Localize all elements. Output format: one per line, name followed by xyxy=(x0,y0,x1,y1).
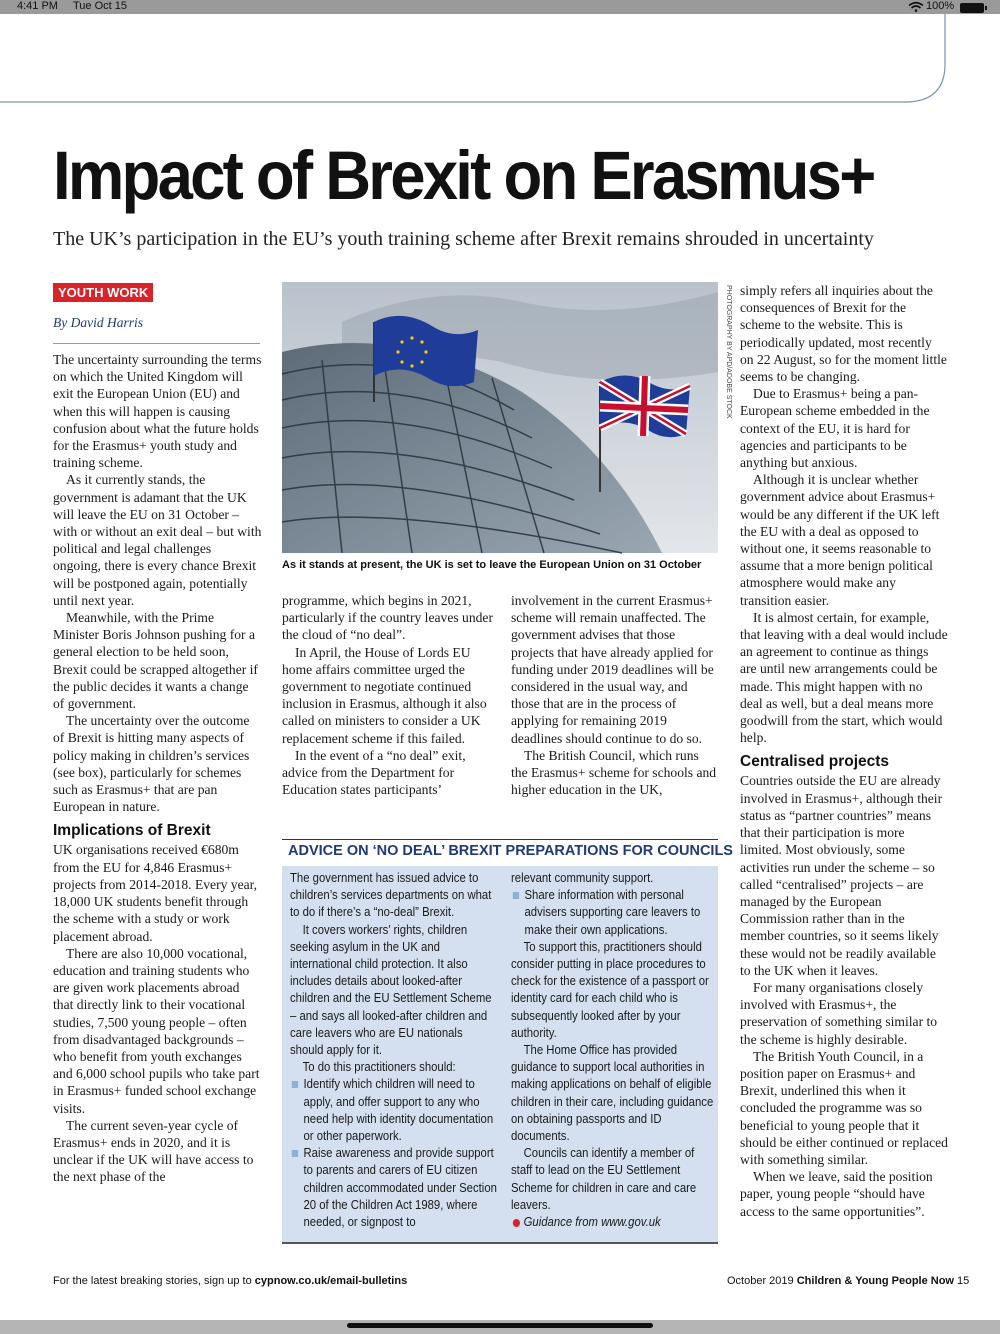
advice-box-column-1 xyxy=(290,870,497,1231)
box-bullet-item: Share information with personal advisers supporting care leavers to make their own applications. xyxy=(511,887,718,939)
box-paragraph: To do this practitioners should: xyxy=(302,1060,456,1075)
paragraph: Countries outside the EU are already involved in Erasmus+, although their status as “partner countries” means that their participation is more limited. Most obviously, some activities run under the scheme – so called “centralised” projects – are managed by the European Commission rather than in the member countries, so it seems likely these would not be readily available to the UK when it leaves. xyxy=(740,773,943,978)
photo-credit-text: PHOTOGRAPHY BY APD/ADOBE STOCK xyxy=(725,285,732,419)
advice-box-heading: ADVICE ON ‘NO DEAL’ BREXIT PREPARATIONS FOR COUNCILS xyxy=(288,843,733,859)
box-paragraph: It covers workers’ rights, children seeking asylum in the UK and international child protection. It also includes details about looked-after children and the EU Settlement Scheme – and says all looked-after children and care leavers who are EU nationals should apply for it. xyxy=(290,922,492,1058)
paragraph: UK organisations received €680m from the EU for 4,846 Erasmus+ projects from 2014-2018. Every year, 18,000 UK students benefit through the scheme with a study or work placement abroad. xyxy=(53,842,258,944)
box-paragraph: To support this, practitioners should consider putting in place procedures to check for the existence of a passport or identity card for each child who is subsequently looked after by your authority. xyxy=(511,939,709,1040)
photo-credit xyxy=(719,285,732,445)
footer-date: October 2019 xyxy=(727,1275,794,1287)
article-column-3 xyxy=(511,592,718,798)
battery-icon xyxy=(960,3,984,13)
article-headline: Impact of Brexit on Erasmus+ xyxy=(53,137,874,214)
subheading: Implications of Brexit xyxy=(53,822,211,840)
paragraph: Although it is unclear whether government advice about Erasmus+ would be any different if the UK left the EU with a deal as opposed to without one, it seems reasonable to assume that a more benign political atmosphere would make any transition easier. xyxy=(740,472,940,608)
footer-folio xyxy=(727,1275,969,1287)
article-photo xyxy=(282,282,718,553)
paragraph: The British Youth Council, in a position paper on Erasmus+ and Brexit, underlined this when it concluded the programme was so beneficial to young people that it should be either continued or replaced with something similar. xyxy=(740,1048,948,1167)
box-bullet-item: Identify which children will need to apply, and offer support to any who need help with identity documentation or other paperwork. xyxy=(290,1076,497,1145)
article-column-2 xyxy=(282,592,494,798)
status-date: Tue Oct 15 xyxy=(73,0,128,12)
paragraph: Meanwhile, with the Prime Minister Boris Johnson pushing for a general election to be held soon, Brexit could be scrapped altogether if the public decides it wants a change of government. xyxy=(53,610,258,712)
article-column-4 xyxy=(740,282,948,1220)
paragraph: When we leave, said the position paper, young people “should have access to the same opportunities”. xyxy=(740,1169,933,1219)
subheading: Centralised projects xyxy=(740,753,890,771)
home-indicator[interactable] xyxy=(347,1323,653,1328)
footer-signup xyxy=(53,1275,407,1287)
byline-divider xyxy=(53,343,260,344)
paragraph: The British Council, which runs the Erasmus+ scheme for schools and higher education in the UK, xyxy=(511,747,717,798)
paragraph: The current seven-year cycle of Erasmus+ ends in 2020, and it is unclear if the UK will have access to the next phase of the xyxy=(53,1117,254,1185)
byline: By David Harris xyxy=(53,315,143,330)
box-paragraph: The government has issued advice to children’s services departments on what to do if there’s a “no-deal” Brexit. xyxy=(290,871,492,920)
paragraph: For many organisations closely involved with Erasmus+, the preservation of something similar to the scheme is highly desirable. xyxy=(740,979,938,1047)
article-standfirst: The UK’s participation in the EU’s youth training scheme after Brexit remains shrouded in uncertainty xyxy=(53,228,874,250)
paragraph: The uncertainty surrounding the terms on which the United Kingdom will exit the European Union (EU) and when this will happen is causing confusion about what the future holds for the Erasmus+ youth study and training scheme. xyxy=(53,352,262,471)
photo-caption: As it stands at present, the UK is set to leave the European Union on 31 October xyxy=(282,559,702,571)
box-paragraph: Councils can identify a member of staff to lead on the EU Settlement Scheme for children in care and care leavers. xyxy=(511,1146,697,1212)
box-source: Guidance from www.gov.uk xyxy=(511,1214,718,1231)
box-paragraph: The Home Office has provided guidance to support local authorities in making applications on behalf of eligible children in their care, including guidance on obtaining passports and ID documents. xyxy=(511,1043,714,1144)
status-time: 4:41 PM xyxy=(17,0,58,12)
paragraph: involvement in the current Erasmus+ scheme will remain unaffected. The government advises that those projects that have already applied for funding under 2019 deadlines will be considered in the usual way, and those that are in the process of applying for remaining 2019 deadlines should continue to do so. xyxy=(511,593,714,746)
photo-illustration xyxy=(282,282,718,553)
paragraph: programme, which begins in 2021, particularly if the country leaves under the cloud of “no deal”. xyxy=(282,593,493,643)
footer-signup-link[interactable]: cypnow.co.uk/email-bulletins xyxy=(254,1275,408,1287)
box-heading-rule xyxy=(282,839,718,840)
status-bar xyxy=(0,0,1000,14)
page-number: 15 xyxy=(957,1275,970,1287)
footer-publication: Children & Young People Now xyxy=(796,1275,954,1287)
paragraph: In April, the House of Lords EU home affairs committee urged the government to negotiate continued inclusion in Erasmus, although it also called on ministers to consider a UK replacement scheme if this failed. xyxy=(282,644,487,746)
footer-signup-text: For the latest breaking stories, sign up to xyxy=(53,1275,252,1287)
box-paragraph: relevant community support. xyxy=(511,871,654,885)
paragraph: In the event of a “no deal” exit, advice from the Department for Education states participants’ xyxy=(282,747,466,798)
paragraph: simply refers all inquiries about the consequences of Brexit for the scheme to the website. This is periodically updated, most recently on 22 August, so for the moment little seems to be changing. xyxy=(740,283,947,385)
section-tag: YOUTH WORK xyxy=(53,283,153,302)
wifi-icon xyxy=(908,2,924,12)
paragraph: As it currently stands, the government is adamant that the UK will leave the EU on 31 October – with or without an exit deal – but with political and legal challenges ongoing, there is every chance Brexit will be postponed again, potentially until next year. xyxy=(53,472,262,608)
paragraph: It is almost certain, for example, that leaving with a deal would include an agreement to continue as things are until new arrangements could be made. This might happen with no deal as well, but a deal means more goodwill from the start, which would help. xyxy=(740,609,948,746)
battery-percent: 100% xyxy=(926,0,955,12)
advice-box-column-2 xyxy=(511,870,718,1231)
page-tab-outline xyxy=(0,14,1000,106)
paragraph: There are also 10,000 vocational, education and training students who are given work placements abroad that directly link to their vocational studies, 7,500 young people – often from disadvantaged backgrounds – who benefit from youth exchanges and 6,000 school pupils who take part in Erasmus+ funded school exchange visits. xyxy=(53,945,260,1116)
paragraph: Due to Erasmus+ being a pan-European scheme embedded in the context of the EU, it is hard for agencies and participants to be anything but anxious. xyxy=(740,386,930,471)
box-bullet-item: Raise awareness and provide support to parents and carers of EU citizen children accommodated under Section 20 of the Children Act 1989, where needed, or signpost to xyxy=(290,1145,497,1231)
article-column-1 xyxy=(53,351,262,1186)
paragraph: The uncertainty over the outcome of Brexit is hitting many aspects of policy making in children’s services (see box), particularly for schemes such as Erasmus+ that are pan European in nature. xyxy=(53,713,250,815)
